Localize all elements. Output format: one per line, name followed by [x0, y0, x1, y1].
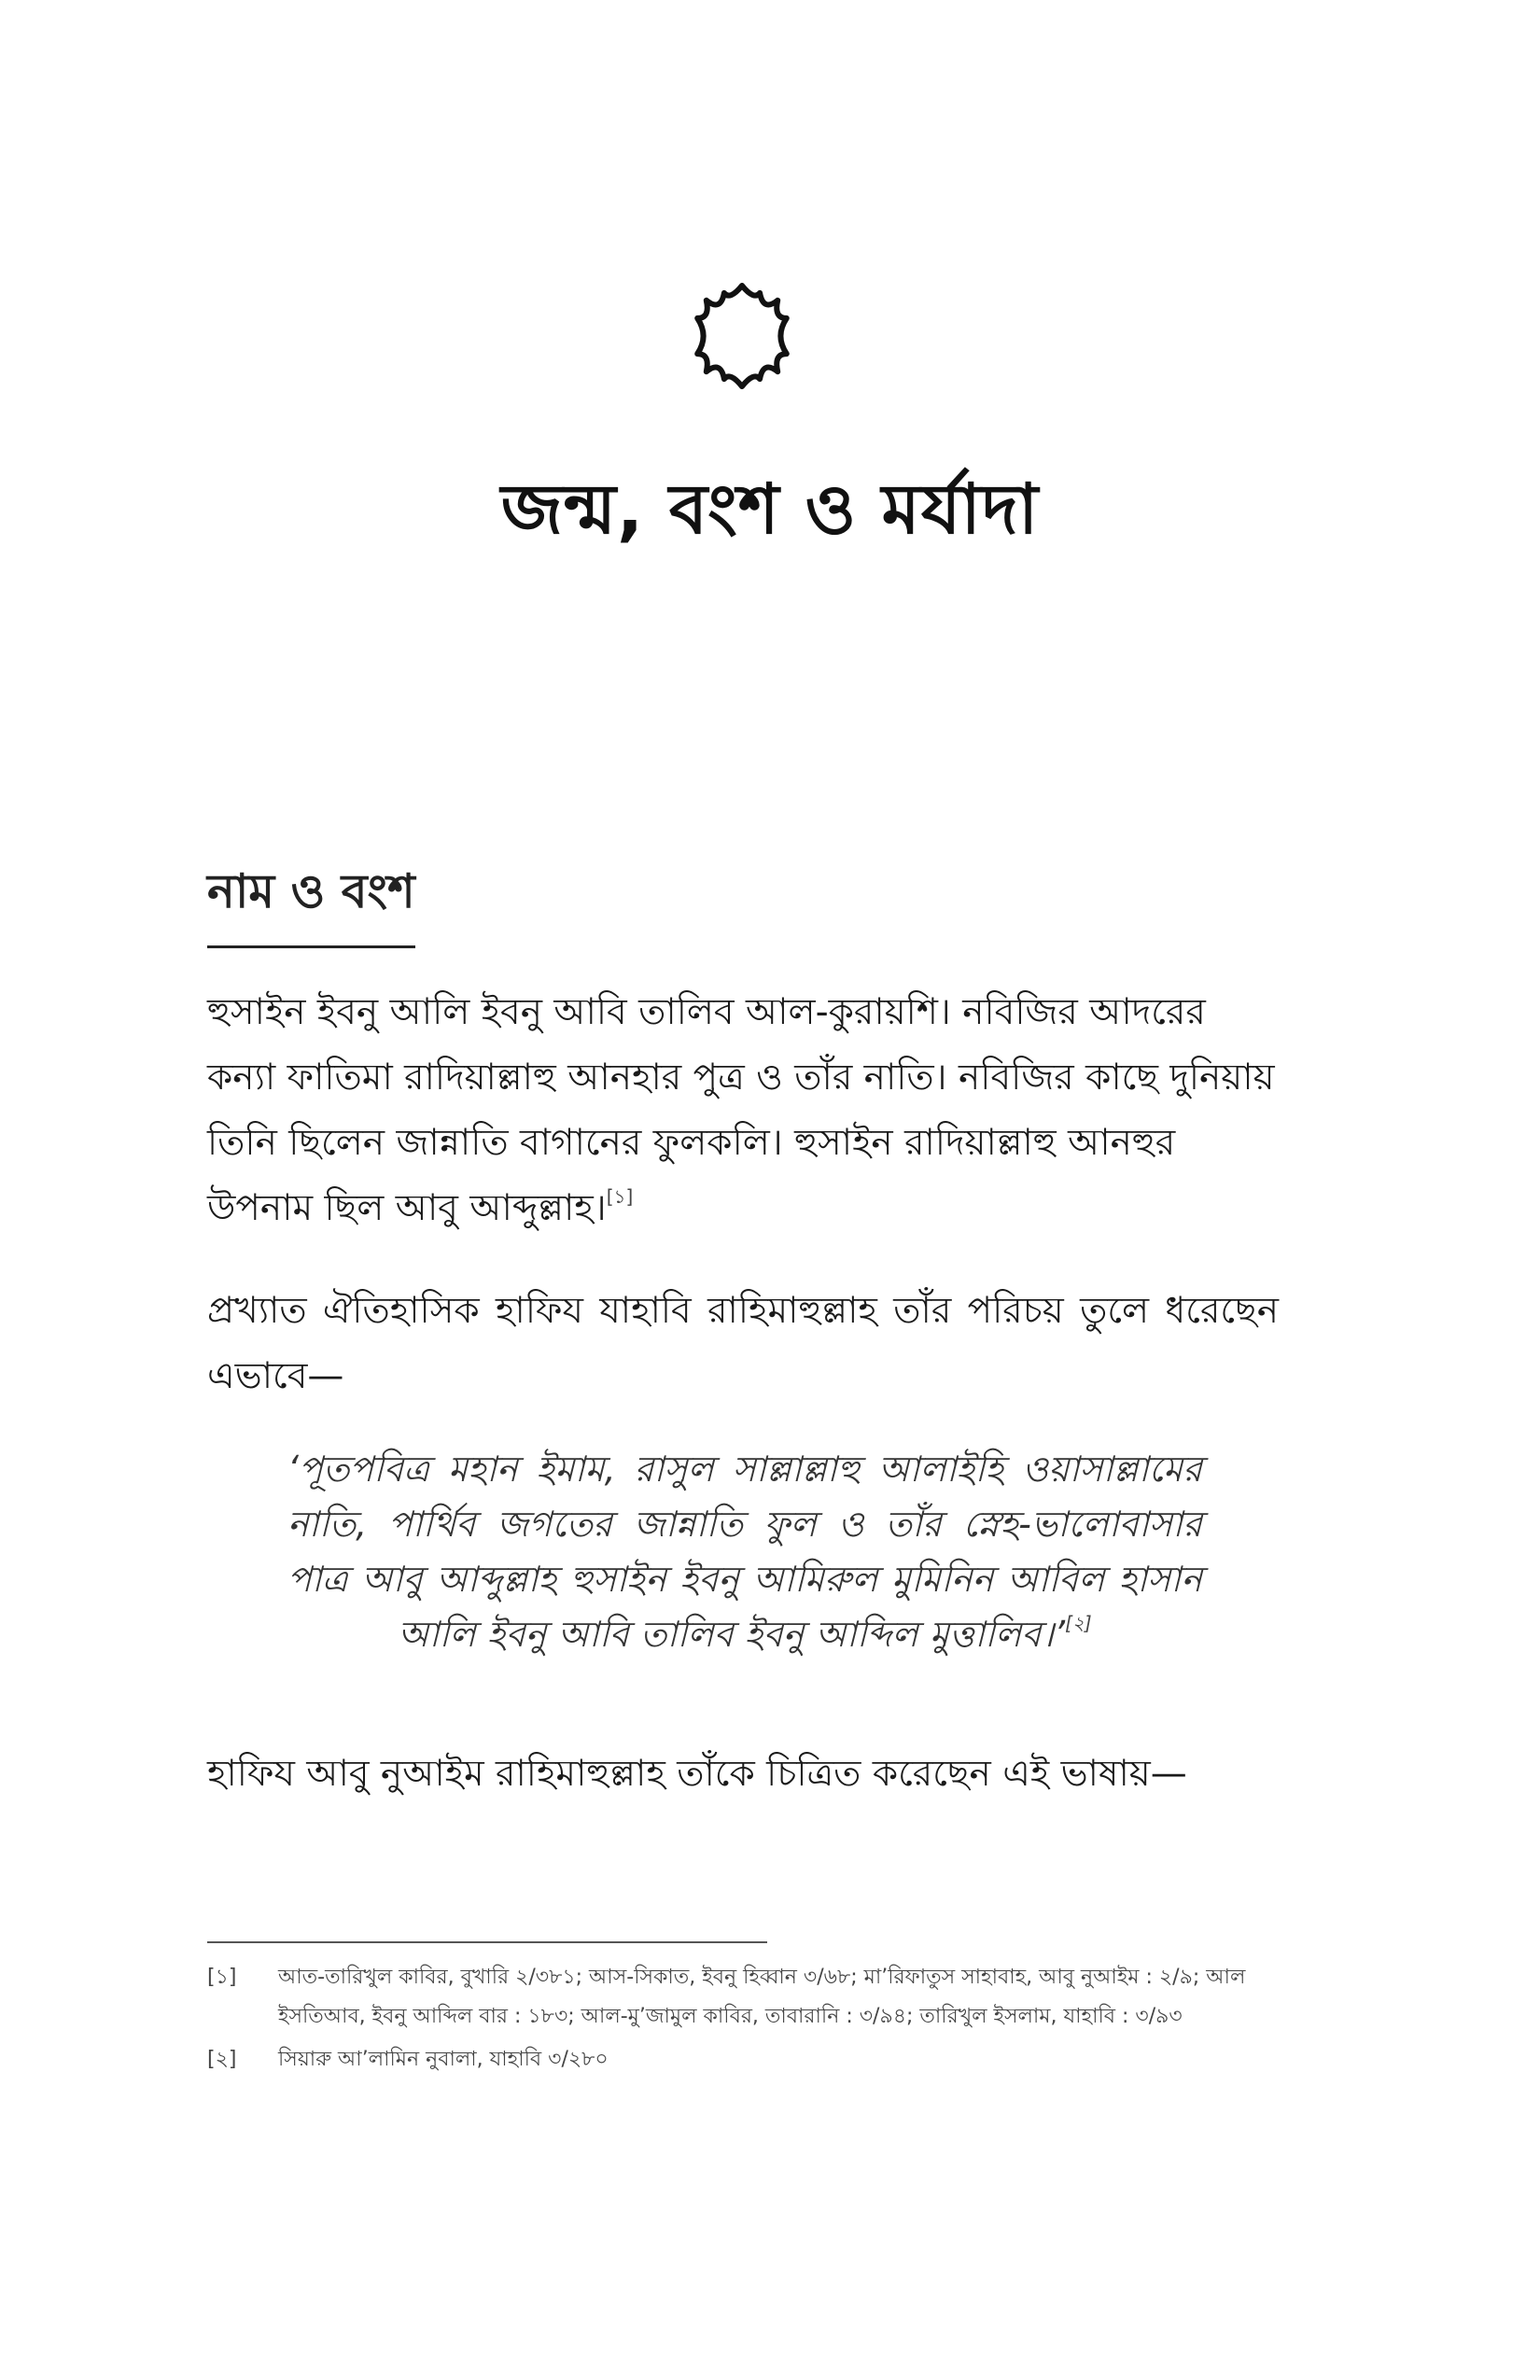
footnote-item — [207, 2040, 1279, 2079]
footnote-text: সিয়ারু আ’লামিন নুবালা, যাহাবি ৩/২৮০ — [278, 2048, 609, 2071]
paragraph-abu-nuaym-intro: হাফিয আবু নুআইম রাহিমাহুল্লাহ তাঁকে চিত্রিত করেছেন এই ভাষায়— — [207, 1753, 1187, 1795]
chapter-title: জন্ম, বংশ ও মর্যাদা — [500, 469, 1040, 550]
block-quote — [287, 1442, 1202, 1662]
footnotes — [207, 1958, 1279, 2083]
quote-text: ‘পূতপবিত্র মহান ইমাম, রাসুল সাল্লাল্লাহু আলাইহি ওয়াসাল্লামের নাতি, পার্থিব জগতের জান্নাতি ফুল ও তাঁর স্নেহ-ভালোবাসার পাত্র আবু আব্দুল্লাহ হুসাইন ইবনু আমিরুল মুমিনিন আবিল হাসান আলি ইবনু আবি তালিব ইবনু আব্দিল মুত্তালিব।’ — [287, 1449, 1202, 1655]
paragraph-name-lineage — [207, 980, 1279, 1241]
flower-ornament-icon — [686, 280, 798, 392]
paragraph-dhahabi-intro: প্রখ্যাত ঐতিহাসিক হাফিয যাহাবি রাহিমাহুল্লাহ তাঁর পরিচয় তুলে ধরেছেন এভাবে— — [207, 1290, 1279, 1397]
footnote-ref-2[interactable]: [২] — [1065, 1612, 1092, 1634]
footnote-number: [২] — [207, 2048, 237, 2071]
section-heading: নাম ও বংশ — [207, 857, 415, 948]
footnote-ref-1[interactable]: [১] — [606, 1185, 634, 1208]
footnote-text: আত-তারিখুল কাবির, বুখারি ২/৩৮১; আস-সিকাত, ইবনু হিব্বান ৩/৬৮; মা’রিফাতুস সাহাবাহ, আবু নুআইম : ২/৯; আল ইসতিআব, ইবনু আব্দিল বার : ১৮৩; আল-মু’জামুল কাবির, তাবারানি : ৩/৯৪; তারিখুল ইসলাম, যাহাবি : ৩/৯৩ — [278, 1966, 1246, 2028]
footnote-number: [১] — [207, 1966, 237, 1989]
footnote-divider — [207, 1941, 767, 1943]
paragraph-text: হুসাইন ইবনু আলি ইবনু আবি তালিব আল-কুরায়শি। নবিজির আদরের কন্যা ফাতিমা রাদিয়াল্লাহু আনহার পুত্র ও তাঁর নাতি। নবিজির কাছে দুনিয়ায় তিনি ছিলেন জান্নাতি বাগানের ফুলকলি। হুসাইন রাদিয়াল্লাহু আনহুর উপনাম ছিল আবু আব্দুল্লাহ। — [207, 991, 1275, 1229]
footnote-item — [207, 1958, 1279, 2037]
